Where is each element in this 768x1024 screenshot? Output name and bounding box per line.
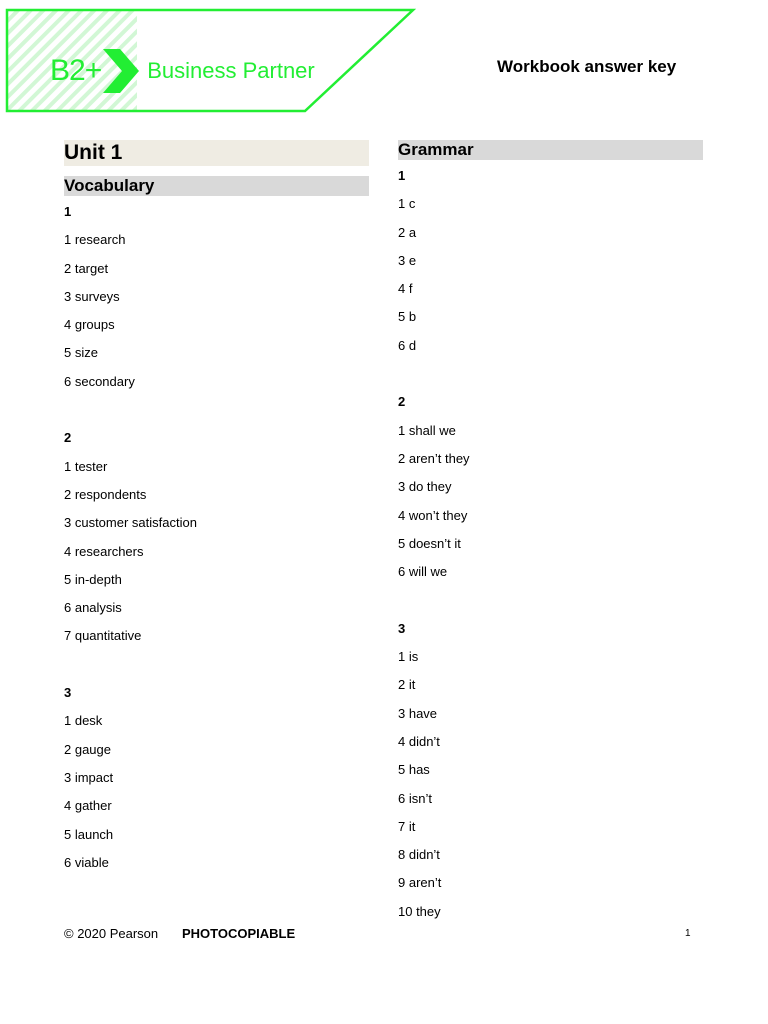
answer-item: 6 d <box>398 337 417 353</box>
answer-item: 4 gather <box>64 798 112 814</box>
copyright: © 2020 Pearson <box>64 926 159 941</box>
vocabulary-exercises <box>64 206 369 885</box>
exercise-spacer <box>64 404 369 432</box>
answer-item: 2 gauge <box>64 741 111 757</box>
photocopiable-label: PHOTOCOPIABLE <box>182 926 296 941</box>
answer-item: 1 research <box>64 232 126 248</box>
answer-item: 2 a <box>398 224 417 240</box>
answer-item: 3 e <box>398 252 417 268</box>
answer-item: 1 is <box>398 649 419 665</box>
exercise-spacer <box>398 368 703 396</box>
header <box>0 0 768 120</box>
answer-item: 6 analysis <box>64 600 122 616</box>
answer-item: 3 surveys <box>64 288 120 304</box>
answer-item: 5 launch <box>64 826 114 842</box>
answer-item: 8 didn’t <box>398 847 440 863</box>
answer-item: 1 shall we <box>398 422 456 438</box>
answer-item: 4 won’t they <box>398 507 468 523</box>
answer-item: 2 it <box>398 677 416 693</box>
page-number: 1 <box>685 928 691 939</box>
exercise-spacer <box>398 594 703 622</box>
answer-item: 4 researchers <box>64 543 144 559</box>
exercise-number: 2 <box>64 430 72 446</box>
exercise <box>64 687 369 885</box>
exercise <box>64 432 369 687</box>
answer-item: 6 secondary <box>64 373 135 389</box>
grammar-heading: Grammar <box>398 140 703 160</box>
exercise-spacer <box>64 659 369 687</box>
answer-item: 4 didn’t <box>398 733 440 749</box>
exercise-number: 1 <box>398 168 406 183</box>
exercise <box>64 206 369 432</box>
chevron-right-icon <box>103 49 139 93</box>
answer-item: 2 respondents <box>64 486 147 502</box>
exercise-number: 1 <box>64 204 72 219</box>
answer-item: 7 quantitative <box>64 628 142 644</box>
answer-item: 4 f <box>398 281 413 297</box>
logo-brand: Business Partner <box>147 58 315 83</box>
answer-item: 3 have <box>398 705 438 721</box>
answer-item: 2 aren’t they <box>398 450 470 466</box>
answer-item: 6 viable <box>64 854 109 870</box>
logo <box>50 49 315 93</box>
answer-item: 5 size <box>64 345 98 361</box>
answer-item: 6 will we <box>398 564 448 580</box>
answer-item: 4 groups <box>64 317 115 333</box>
answer-item: 5 in-depth <box>64 571 122 587</box>
exercise <box>398 396 703 622</box>
answer-item: 3 impact <box>64 769 114 785</box>
exercise-number: 2 <box>398 394 406 410</box>
answer-item: 7 it <box>398 818 416 834</box>
answer-item: 5 has <box>398 762 430 778</box>
vocabulary-heading: Vocabulary <box>64 176 369 196</box>
answer-item: 9 aren’t <box>398 875 442 891</box>
grammar-exercises <box>398 170 703 934</box>
exercise <box>398 170 703 396</box>
answer-item: 6 isn’t <box>398 790 432 806</box>
unit-heading: Unit 1 <box>64 140 369 166</box>
document-title: Workbook answer key <box>497 57 677 76</box>
answer-item: 1 c <box>398 196 416 212</box>
logo-level: B2+ <box>50 54 102 87</box>
answer-item: 3 customer satisfaction <box>64 515 197 531</box>
right-column <box>398 140 703 934</box>
exercise <box>398 620 703 934</box>
answer-item: 1 desk <box>64 713 103 729</box>
answer-item: 2 target <box>64 260 109 276</box>
left-column <box>64 140 369 885</box>
exercise-number: 3 <box>398 620 406 636</box>
exercise-number: 3 <box>64 685 72 701</box>
answer-item: 5 doesn’t it <box>398 535 461 551</box>
answer-item: 3 do they <box>398 479 452 495</box>
answer-item: 5 b <box>398 309 417 325</box>
answer-item: 1 tester <box>64 458 108 474</box>
answer-item: 10 they <box>398 903 441 919</box>
